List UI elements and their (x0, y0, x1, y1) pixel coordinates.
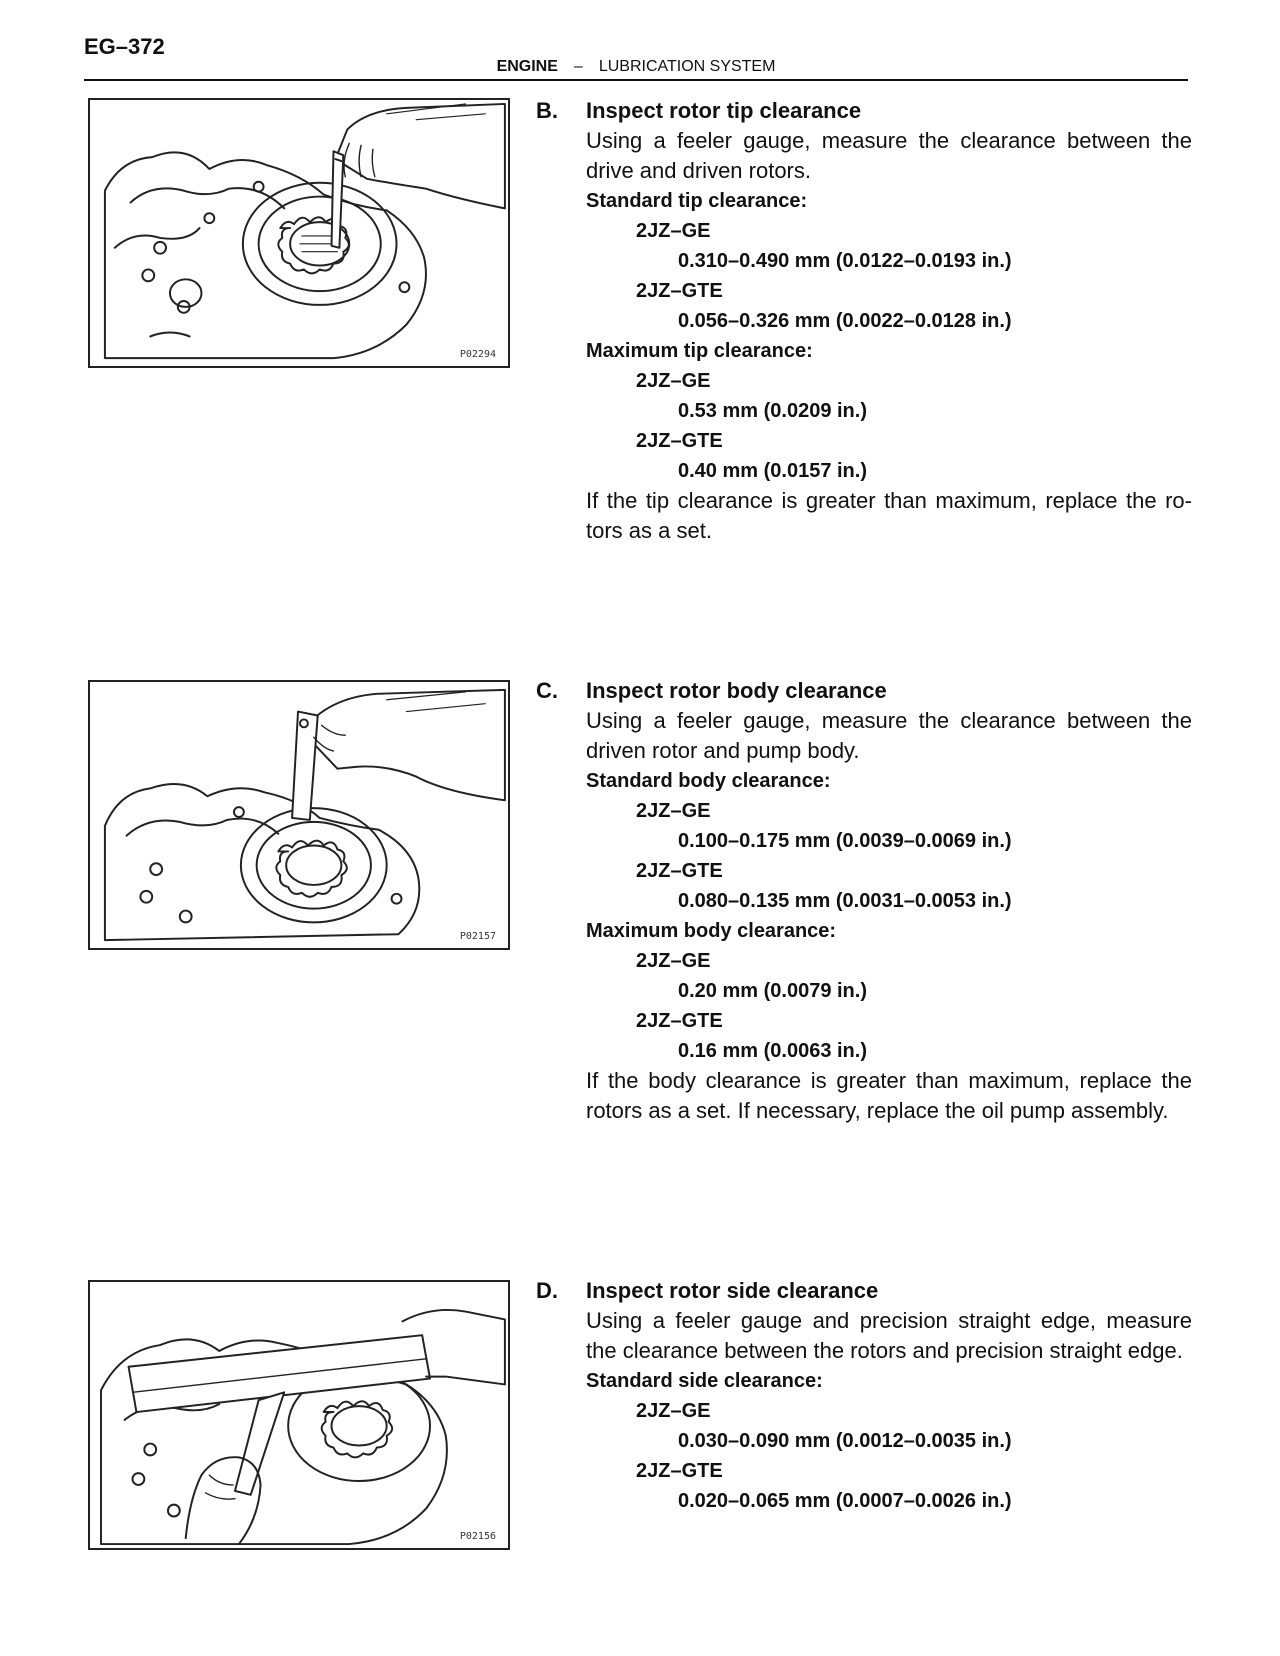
header-rule (84, 79, 1188, 81)
maximum-clearance-label: Maximum body clearance: (586, 920, 837, 942)
step-note: If the tip clearance is greater than maximum, replace the ro-tors as a set. (586, 488, 1192, 543)
clearance-value: 0.16 mm (0.0063 in.) (678, 1040, 867, 1062)
step-note: If the body clearance is greater than maximum, replace the rotors as a set. If necessary, replace the oil pump assembly. (586, 1068, 1192, 1123)
clearance-value: 0.100–0.175 mm (0.0039–0.0069 in.) (678, 830, 1012, 852)
clearance-value: 0.056–0.326 mm (0.0022–0.0128 in.) (678, 310, 1012, 332)
engine-model: 2JZ–GE (636, 950, 711, 972)
engine-model: 2JZ–GE (636, 1400, 711, 1422)
running-header (84, 58, 1188, 76)
clearance-value: 0.53 mm (0.0209 in.) (678, 400, 867, 422)
step-letter: B. (536, 98, 558, 123)
standard-clearance-label: Standard tip clearance: (586, 190, 808, 212)
clearance-value: 0.020–0.065 mm (0.0007–0.0026 in.) (678, 1490, 1012, 1512)
step-heading: Inspect rotor side clearance (586, 1278, 879, 1303)
engine-model: 2JZ–GE (636, 800, 711, 822)
step-heading: Inspect rotor tip clearance (586, 98, 862, 123)
standard-clearance-label: Standard side clearance: (586, 1370, 823, 1392)
step-b (536, 96, 1192, 546)
step-letter: D. (536, 1278, 558, 1303)
figure-rotor-side-clearance (88, 1280, 510, 1550)
oil-pump-side-illustration (90, 1282, 508, 1548)
figure-rotor-body-clearance (88, 680, 510, 950)
maximum-clearance-label: Maximum tip clearance: (586, 340, 813, 362)
standard-clearance-label: Standard body clearance: (586, 770, 831, 792)
clearance-value: 0.030–0.090 mm (0.0012–0.0035 in.) (678, 1430, 1012, 1452)
header-separator: – (573, 58, 583, 75)
oil-pump-body-illustration (90, 682, 508, 948)
step-c (536, 676, 1192, 1126)
figure-code: P02157 (459, 931, 496, 942)
step-d (536, 1276, 1192, 1516)
step-letter: C. (536, 678, 558, 703)
engine-model: 2JZ–GTE (636, 280, 723, 302)
clearance-value: 0.20 mm (0.0079 in.) (678, 980, 867, 1002)
figure-rotor-tip-clearance (88, 98, 510, 368)
chapter-title: ENGINE (496, 58, 558, 75)
oil-pump-tip-illustration (90, 100, 508, 366)
figure-code: P02294 (459, 349, 496, 360)
figure-code: P02156 (459, 1531, 496, 1542)
engine-model: 2JZ–GTE (636, 1460, 723, 1482)
clearance-value: 0.310–0.490 mm (0.0122–0.0193 in.) (678, 250, 1012, 272)
section-title: LUBRICATION SYSTEM (598, 58, 776, 75)
engine-model: 2JZ–GTE (636, 860, 723, 882)
step-instruction: Using a feeler gauge, measure the clearance between the drive and driven rotors. (586, 128, 1192, 183)
engine-model: 2JZ–GTE (636, 1010, 723, 1032)
page-number: EG–372 (84, 34, 165, 59)
step-heading: Inspect rotor body clearance (586, 678, 887, 703)
step-instruction: Using a feeler gauge and precision straight edge, measure the clearance between the rotors and precision straight edge. (586, 1308, 1192, 1363)
engine-model: 2JZ–GTE (636, 430, 723, 452)
engine-model: 2JZ–GE (636, 370, 711, 392)
clearance-value: 0.080–0.135 mm (0.0031–0.0053 in.) (678, 890, 1012, 912)
engine-model: 2JZ–GE (636, 220, 711, 242)
clearance-value: 0.40 mm (0.0157 in.) (678, 460, 867, 482)
step-instruction: Using a feeler gauge, measure the clearance between the driven rotor and pump body. (586, 708, 1192, 763)
